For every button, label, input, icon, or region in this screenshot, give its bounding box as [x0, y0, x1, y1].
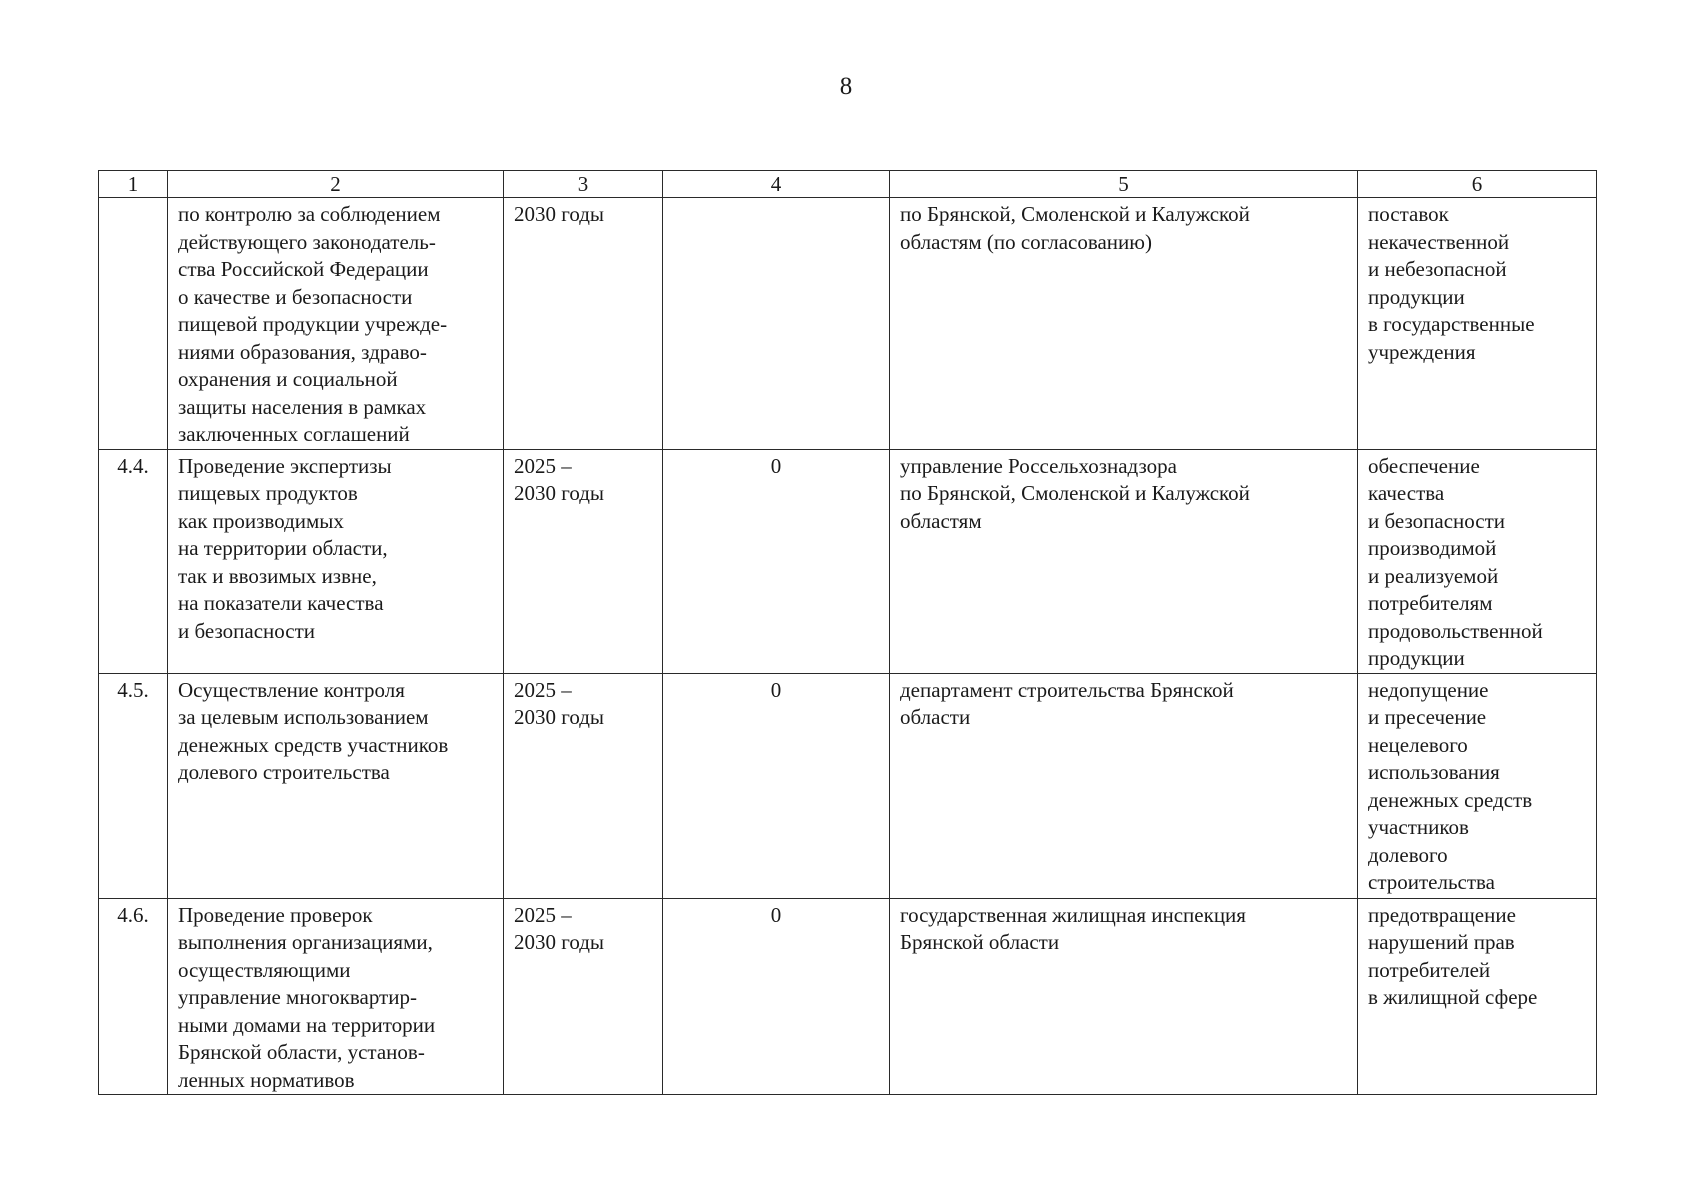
result-text: поставок некачественной и небезопасной продукции в государственные учреждения	[1358, 198, 1597, 450]
result-text: недопущение и пресечение нецелевого использования денежных средств участников долевого строительства	[1358, 673, 1597, 898]
measure-text: по контролю за соблюдением действующего законодатель- ства Российской Федерации о качестве и безопасности пищевой продукции учрежде- ниями образования, здраво- охранения и социальной защиты населения в рамках заключенных соглашений	[168, 198, 504, 450]
table-row	[99, 673, 1597, 898]
column-number-row	[99, 171, 1597, 198]
column-header-6: 6	[1358, 171, 1597, 198]
item-number: 4.6.	[99, 898, 168, 1095]
executor-text: по Брянской, Смоленской и Калужской областям (по согласованию)	[890, 198, 1358, 450]
column-header-1: 1	[99, 171, 168, 198]
column-header-5: 5	[890, 171, 1358, 198]
item-number	[99, 198, 168, 450]
column-header-3: 3	[504, 171, 663, 198]
measure-text: Осуществление контроля за целевым использованием денежных средств участников долевого строительства	[168, 673, 504, 898]
measure-text: Проведение экспертизы пищевых продуктов как производимых на территории области, так и ввозимых извне, на показатели качества и безопасности	[168, 449, 504, 673]
executor-text: государственная жилищная инспекция Брянской области	[890, 898, 1358, 1095]
table-row	[99, 449, 1597, 673]
executor-text: управление Россельхознадзора по Брянской, Смоленской и Калужской областям	[890, 449, 1358, 673]
result-text: предотвращение нарушений прав потребителей в жилищной сфере	[1358, 898, 1597, 1095]
item-number: 4.5.	[99, 673, 168, 898]
measures-table	[98, 170, 1597, 1095]
page-number: 8	[839, 73, 853, 100]
period-text: 2025 – 2030 годы	[504, 449, 663, 673]
funding-amount: 0	[663, 449, 890, 673]
funding-amount	[663, 198, 890, 450]
funding-amount: 0	[663, 673, 890, 898]
period-text: 2030 годы	[504, 198, 663, 450]
column-header-4: 4	[663, 171, 890, 198]
column-header-2: 2	[168, 171, 504, 198]
table-row	[99, 198, 1597, 450]
funding-amount: 0	[663, 898, 890, 1095]
table-row	[99, 898, 1597, 1095]
item-number: 4.4.	[99, 449, 168, 673]
result-text: обеспечение качества и безопасности производимой и реализуемой потребителям продовольственной продукции	[1358, 449, 1597, 673]
period-text: 2025 – 2030 годы	[504, 898, 663, 1095]
period-text: 2025 – 2030 годы	[504, 673, 663, 898]
executor-text: департамент строительства Брянской области	[890, 673, 1358, 898]
measure-text: Проведение проверок выполнения организациями, осуществляющими управление многоквартир- ными домами на территории Брянской области, установ- ленных нормативов	[168, 898, 504, 1095]
